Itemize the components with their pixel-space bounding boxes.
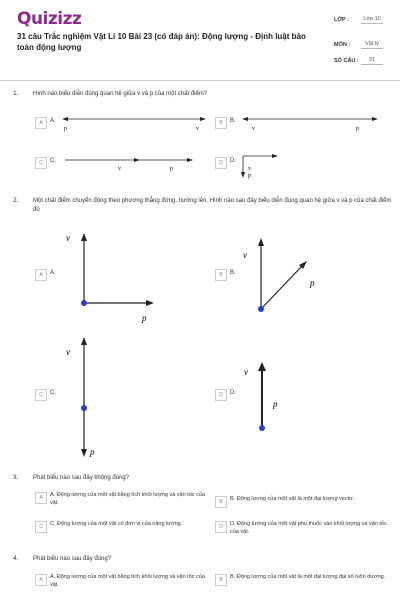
option-a[interactable] [35,492,210,510]
option-label: C. [50,390,56,396]
option-letter: A [35,117,47,129]
option-text: C. Động lượng của một vật có đơn vị của năng lượng. [50,521,183,527]
subject-label: MÔN : [334,42,351,48]
vector-figure [239,151,299,181]
option-label: C. [50,158,56,164]
p-label: p [248,173,251,179]
option-b[interactable] [215,574,395,592]
question-text: Một chất điểm chuyển động theo phương thẳng đứng, hướng lên. Hình nào sau đây biểu diễn đúng quan hệ giữa v và p của chất điểm đó [33,198,392,213]
option-letter: B [215,117,227,129]
option-letter: B [215,574,227,586]
option-text: A. Động lượng của một vật bằng tích khối lượng và vận tốc của vật. [50,492,205,506]
option-label: A. [50,118,56,124]
option-text: D. Động lượng của một vật phụ thuộc vào khối lượng và vận tốc của vật. [230,521,387,535]
count-value: 31 [361,57,383,65]
question-number: 4. [13,555,19,562]
question-number: 3. [13,474,19,481]
class-label: LỚP : [334,17,349,23]
vector-figure [240,112,390,134]
worksheet-header [0,0,400,81]
option-text: B. Động lượng của một vật là một đại lượng vectơ. [230,496,355,502]
option-c[interactable] [35,389,55,401]
option-letter: A [35,269,47,281]
option-text: B. Động lượng của một vật là một đại lượng đại số luôn dương. [230,574,386,580]
option-b[interactable] [215,269,235,281]
option-label: B. [230,118,236,124]
option-text: A. Động lượng của một vật bằng tích khối lượng và vận tốc của vật. [50,574,205,588]
question-text: Hình nào biểu diễn đúng quan hệ giữa v và p của một chất điểm? [33,91,208,97]
option-label: D. [230,158,236,164]
option-c-figure [60,333,120,463]
option-letter: C [35,389,47,401]
question-text: Phát biểu nào sau đây không đúng? [33,475,130,481]
v-label: v [252,126,255,132]
option-d[interactable] [215,521,395,539]
class-value: Lớp 10 [361,16,383,24]
option-label: D. [230,390,236,396]
option-letter: A [35,574,47,586]
p-label: p [90,447,95,457]
point-marker [258,306,264,312]
option-letter: D [215,389,227,401]
quizizz-logo: Quizizz [17,9,82,29]
p-label: p [310,278,315,288]
point-marker [259,425,265,431]
option-label: B. [230,270,236,276]
question-text: Phát biểu nào sau đây đúng? [33,556,112,562]
v-label: v [244,367,248,377]
vector-figure [60,151,210,175]
question-number: 2. [13,197,19,204]
v-label: v [196,126,199,132]
p-label: p [356,126,359,132]
v-label: v [243,250,247,260]
option-a[interactable] [35,269,55,281]
option-letter: B [215,496,227,508]
v-label: v [66,347,70,357]
option-b-figure [240,232,340,322]
point-marker [81,405,87,411]
option-a[interactable] [35,574,210,592]
p-label: p [142,313,147,323]
option-label: A. [50,270,56,276]
p-label: p [170,166,173,172]
p-label: p [64,126,67,132]
option-letter: D [215,521,227,533]
option-letter: C [35,521,47,533]
option-d[interactable] [215,157,375,179]
option-c[interactable] [35,157,195,172]
option-b[interactable] [215,117,390,132]
v-label: v [66,233,70,243]
subject-value: Vật lý [361,41,383,49]
option-letter: A [35,492,47,504]
option-b[interactable] [215,496,395,508]
p-label: p [273,399,278,409]
worksheet-title: 31 câu Trắc nghiệm Vật Lí 10 Bài 23 (có đáp án): Động lượng - Định luật bảo toàn động lượng [17,32,306,52]
option-letter: C [35,157,47,169]
vector-figure [60,112,210,134]
v-label: v [248,166,251,172]
count-label: SỐ CÂU : [334,58,359,64]
question-number: 1. [13,90,19,97]
v-label: v [118,166,121,172]
point-marker [81,300,87,306]
option-d[interactable] [215,389,235,401]
option-d-figure [240,355,300,440]
option-letter: D [215,157,227,169]
option-a-figure [60,225,160,325]
option-letter: B [215,269,227,281]
option-a[interactable] [35,117,199,132]
option-c[interactable] [35,521,210,539]
